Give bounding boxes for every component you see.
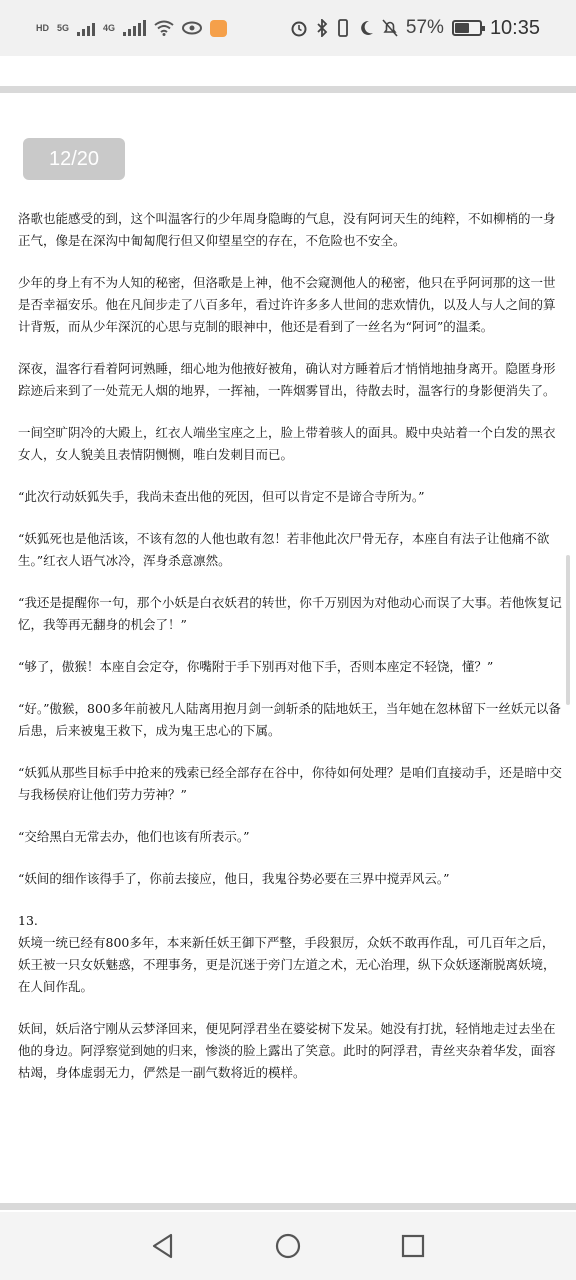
mute-icon (382, 19, 398, 37)
hd-tag: HD (36, 22, 49, 33)
paragraph: “妖狐从那些目标手中抢来的残索已经全部存在谷中，你待如何处理？是咱们直接动手，还是暗中交与我杨侯府让他们劳力劳神？” (18, 765, 562, 802)
recents-icon (401, 1234, 425, 1258)
paragraph: “我还是提醒你一句，那个小妖是白衣妖君的转世，你千万别因为对他动心而误了大事。若他恢复记忆，我等再无翻身的机会了！” (18, 595, 562, 632)
bluetooth-icon (316, 19, 328, 37)
paragraph: “妖狐死也是他活该，不该有忽的人他也敢有忽！若非他此次尸骨无存，本座自有法子让他痛不欲生。”红衣人语气冰冷，浑身杀意凛然。 (18, 531, 550, 568)
page-indicator: 12/20 (23, 138, 125, 180)
4g-tag: 4G (103, 22, 116, 33)
signal-icon-2 (123, 20, 146, 36)
chapter-number: 13. (18, 913, 38, 928)
app-notification-icon (210, 20, 227, 37)
battery-icon (452, 20, 482, 36)
battery-percent: 57% (405, 17, 444, 38)
paragraph: “此次行动妖狐失手，我尚未查出他的死因，但可以肯定不是谛合寺所为。” (18, 489, 425, 504)
wifi-icon (154, 20, 174, 36)
paragraph: 少年的身上有不为人知的秘密，但洛歌是上神，他不会窥测他人的秘密，他只在乎阿诃那的这一世是否幸福安乐。他在凡间步走了八百多年，看过许许多多人世间的悲欢情仇，以及人与人之间的算计背叛，而从少年深沉的心思与克制的眼神中，他还是看到了一丝名为“阿诃”的温柔。 (18, 275, 556, 334)
top-divider (0, 86, 576, 93)
recents-button[interactable] (393, 1226, 433, 1266)
vibrate-icon (336, 19, 350, 37)
moon-icon (358, 20, 374, 36)
home-icon (275, 1233, 301, 1259)
navigation-bar (0, 1212, 576, 1280)
bottom-divider (0, 1203, 576, 1210)
paragraph: 妖间，妖后洛宁刚从云梦泽回来，便见阿浮君坐在婆娑树下发呆。她没有打扰，轻悄地走过去坐在他的身边。阿浮察觉到她的归来，惨淡的脸上露出了笑意。此时的阿浮君，青丝夹杂着华发，面容枯竭，身体虚弱无力，俨然是一副气数将近的模样。 (18, 1021, 556, 1080)
status-bar (0, 0, 576, 56)
back-button[interactable] (143, 1226, 183, 1266)
home-button[interactable] (268, 1226, 308, 1266)
back-icon (151, 1233, 175, 1259)
scrollbar[interactable] (566, 555, 570, 705)
5g-tag: 5G (57, 22, 70, 33)
paragraph: “交给黑白无常去办，他们也该有所表示。” (18, 829, 250, 844)
status-left (36, 20, 227, 37)
paragraph: 妖境一统已经有800多年，本来新任妖王御下严整，手段狠厉，众妖不敢再作乱，可几百年之后，妖王被一只女妖魅惑，不理事务，更是沉迷于旁门左道之术，无心治理，纵下众妖逐渐脱离妖境，在人间作乱。 (18, 935, 556, 994)
status-right (290, 17, 540, 40)
clock: 10:35 (489, 16, 540, 39)
alarm-icon (290, 19, 308, 37)
paragraph: “够了，傲猴！本座自会定夺，你嘴附于手下别再对他下手，否则本座定不轻饶，懂？” (18, 659, 494, 674)
reader-content[interactable] (18, 208, 564, 1104)
paragraph: “妖间的细作该得手了，你前去接应，他日，我鬼谷势必要在三界中搅弄风云。” (18, 871, 450, 886)
paragraph: 一间空旷阴冷的大殿上，红衣人端坐宝座之上，脸上带着骇人的面具。殿中央站着一个白发的黑衣女人，女人貌美且表情阴恻恻，唯白发刺目而已。 (18, 425, 556, 462)
paragraph: “好。”傲猴，800多年前被凡人陆离用抱月剑一剑斩杀的陆地妖王，当年她在忽林留下一丝妖元以备后患，后来被鬼王救下，成为鬼王忠心的下属。 (18, 701, 561, 738)
signal-icon (77, 20, 95, 36)
paragraph: 洛歌也能感受的到，这个叫温客行的少年周身隐晦的气息，没有阿诃天生的纯粹，不如柳梢的一身正气，像是在深沟中匍匐爬行但又仰望星空的存在，不危险也不安全。 (18, 211, 556, 248)
paragraph: 深夜，温客行看着阿诃熟睡，细心地为他掖好被角，确认对方睡着后才悄悄地抽身离开。隐匿身形踪迹后来到了一处荒无人烟的地界，一挥袖，一阵烟雾冒出，待散去时，温客行的身影便消失了。 (18, 361, 556, 398)
eye-icon (182, 21, 202, 35)
